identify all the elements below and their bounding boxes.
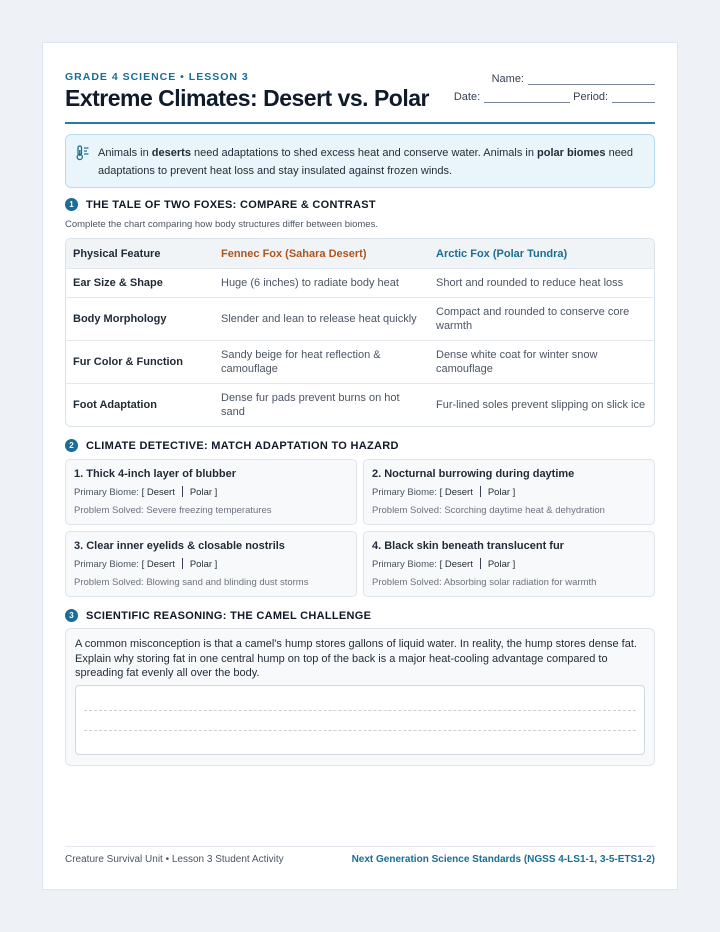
desert-cell: Dense fur pads prevent burns on hot sand <box>221 392 400 418</box>
thermometer-icon <box>76 145 90 161</box>
biome-choice: Primary Biome: [ Desert Polar ] <box>74 487 218 498</box>
adaptation-card <box>363 531 655 597</box>
name-line[interactable] <box>528 84 655 85</box>
section-3-header <box>65 609 371 622</box>
card-title: 3. Clear inner eyelids & closable nostrils <box>74 540 285 552</box>
worksheet-page <box>42 42 678 890</box>
desert-option[interactable]: [ Desert <box>141 559 175 570</box>
problem-solved: Problem Solved: Scorching daytime heat & dehydration <box>372 505 605 516</box>
name-label: Name: <box>491 73 524 85</box>
desert-cell: Huge (6 inches) to radiate body heat <box>221 277 399 289</box>
footer-rule <box>65 846 655 847</box>
date-line[interactable] <box>484 102 570 103</box>
desert-option[interactable]: [ Desert <box>439 487 473 498</box>
table-row <box>66 268 654 297</box>
problem-solved: Problem Solved: Severe freezing temperatures <box>74 505 272 516</box>
adaptation-card <box>363 459 655 525</box>
problem-solved: Problem Solved: Absorbing solar radiation for warmth <box>372 577 597 588</box>
section-title: THE TALE OF TWO FOXES: COMPARE & CONTRAST <box>86 198 376 211</box>
desert-option[interactable]: [ Desert <box>141 487 175 498</box>
card-title: 1. Thick 4-inch layer of blubber <box>74 468 236 480</box>
card-title: 2. Nocturnal burrowing during daytime <box>372 468 575 480</box>
adaptation-card <box>65 459 357 525</box>
feature-cell: Ear Size & Shape <box>73 277 163 289</box>
period-line[interactable] <box>612 102 655 103</box>
feature-cell: Foot Adaptation <box>73 399 157 411</box>
footer-standards: Next Generation Science Standards (NGSS 4-LS1-1, 3-5-ETS1-2) <box>351 854 655 865</box>
section-title: SCIENTIFIC REASONING: THE CAMEL CHALLENGE <box>86 609 372 622</box>
intro-callout <box>65 134 655 188</box>
feature-cell: Body Morphology <box>73 313 167 325</box>
header-rule <box>65 122 655 124</box>
date-period-fields <box>454 91 655 103</box>
table-row <box>66 297 654 340</box>
polar-option[interactable]: Polar ] <box>487 559 516 570</box>
biome-choice: Primary Biome: [ Desert Polar ] <box>372 487 516 498</box>
page-title: Extreme Climates: Desert vs. Polar <box>65 85 429 111</box>
column-header: Physical Feature <box>73 247 161 260</box>
polar-cell: Compact and rounded to conserve core warmth <box>436 306 630 332</box>
period-label: Period: <box>573 91 608 103</box>
table-header-row <box>66 239 654 268</box>
section-1-header <box>65 198 376 211</box>
section-number: 1 <box>65 198 78 211</box>
answer-line <box>84 730 636 731</box>
camel-challenge-box <box>65 628 655 766</box>
biome-choice: Primary Biome: [ Desert Polar ] <box>74 559 218 570</box>
section-2-header <box>65 439 399 452</box>
polar-option[interactable]: Polar ] <box>189 487 218 498</box>
deserts-emphasis: deserts <box>151 147 191 159</box>
column-header: Arctic Fox (Polar Tundra) <box>436 247 568 260</box>
callout-text: Animals in deserts need adaptations to shed excess heat and conserve water. Animals in polar biomes need adaptations to prevent heat loss and stay insulated against frozen winds. <box>98 147 634 177</box>
polar-option[interactable]: Polar ] <box>189 559 218 570</box>
section-number: 2 <box>65 439 78 452</box>
name-field[interactable] <box>492 73 655 85</box>
biome-choice: Primary Biome: [ Desert Polar ] <box>372 559 516 570</box>
section-1-instructions: Complete the chart comparing how body structures differ between biomes. <box>65 219 378 230</box>
polar-cell: Fur-lined soles prevent slipping on slick ice <box>436 399 646 411</box>
problem-solved: Problem Solved: Blowing sand and blinding dust storms <box>74 577 309 588</box>
adaptation-card <box>65 531 357 597</box>
answer-line <box>84 710 636 711</box>
fox-comparison-table <box>65 238 655 427</box>
column-header: Fennec Fox (Sahara Desert) <box>221 247 367 260</box>
camel-prompt: A common misconception is that a camel's hump stores gallons of liquid water. In reality, the hump stores dense fat. Explain why storing fat in one central hump on top of the back is a major heat-cooling advantage compared to spreading fat evenly all over the body. <box>75 638 637 679</box>
desert-option[interactable]: [ Desert <box>439 559 473 570</box>
card-title: 4. Black skin beneath translucent fur <box>372 540 564 552</box>
lesson-kicker: GRADE 4 SCIENCE • LESSON 3 <box>65 71 249 83</box>
date-label: Date: <box>453 91 481 103</box>
feature-cell: Fur Color & Function <box>73 356 183 368</box>
polar-emphasis: polar biomes <box>537 147 606 159</box>
table-row <box>66 383 654 426</box>
table-row <box>66 340 654 383</box>
footer-unit: Creature Survival Unit • Lesson 3 Student Activity <box>65 854 284 865</box>
section-title: CLIMATE DETECTIVE: MATCH ADAPTATION TO HAZARD <box>86 439 399 452</box>
desert-cell: Slender and lean to release heat quickly <box>221 313 417 325</box>
polar-cell: Short and rounded to reduce heat loss <box>436 277 624 289</box>
polar-cell: Dense white coat for winter snow camouflage <box>436 349 598 375</box>
polar-option[interactable]: Polar ] <box>487 487 516 498</box>
desert-cell: Sandy beige for heat reflection & camouflage <box>221 349 381 375</box>
section-number: 3 <box>65 609 78 622</box>
answer-area[interactable] <box>75 685 645 755</box>
